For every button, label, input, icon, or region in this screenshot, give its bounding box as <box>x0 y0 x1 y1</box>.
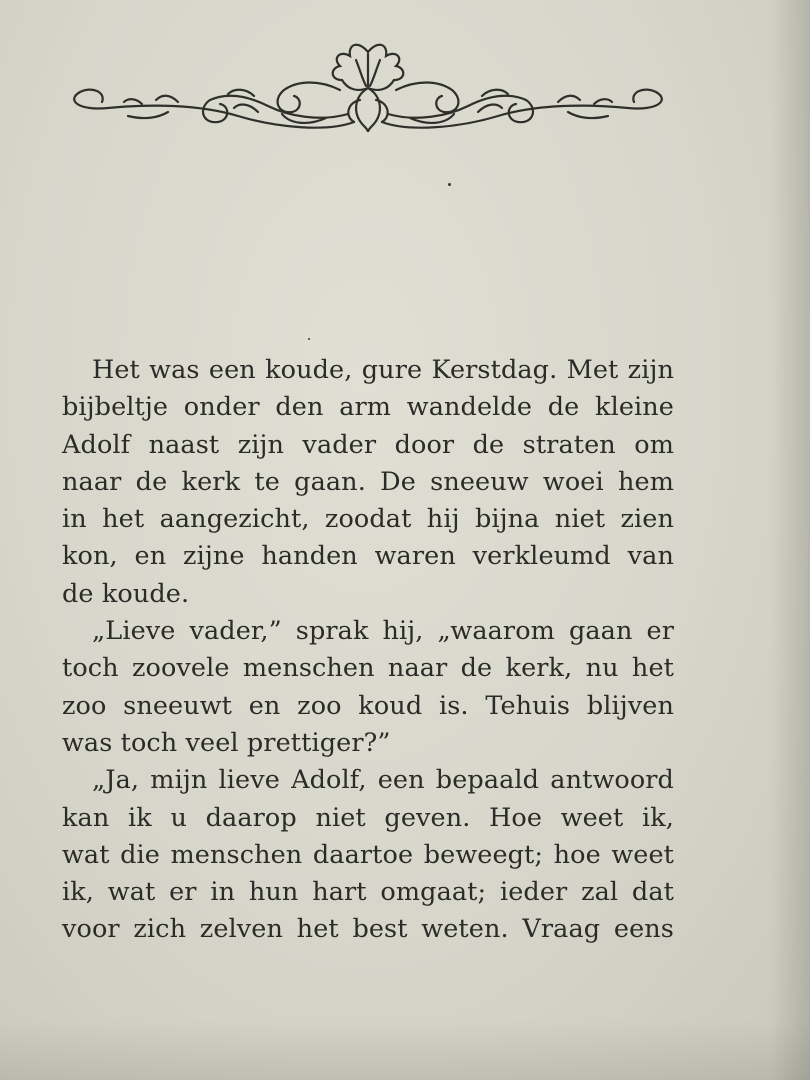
text-line: in het aangezicht, zoodat hij bijna niet zien <box>62 504 674 535</box>
text-line: bijbeltje onder den arm wandelde de kleine <box>62 392 674 423</box>
text-line: „Lieve vader,” sprak hij, „waarom gaan er <box>92 616 674 647</box>
story-text <box>62 352 674 949</box>
text-line: kon, en zijne handen waren verkleumd van <box>62 541 674 572</box>
page-bottom-shadow <box>0 1020 810 1080</box>
text-line: de koude. <box>62 578 190 609</box>
text-line: „Ja, mijn lieve Adolf, een bepaald antwoord <box>92 765 674 796</box>
text-line: kan ik u daarop niet geven. Hoe weet ik, <box>62 802 674 833</box>
text-line: toch zoovele menschen naar de kerk, nu het <box>62 653 674 684</box>
text-line: zoo sneeuwt en zoo koud is. Tehuis blijven <box>62 690 674 721</box>
text-line: ik, wat er in hun hart omgaat; ieder zal dat <box>62 877 674 908</box>
text-line: was toch veel prettiger?” <box>62 727 391 758</box>
text-line: voor zich zelven het best weten. Vraag eens <box>62 914 674 945</box>
scroll-flourish-headpiece-icon <box>58 30 678 140</box>
page-edge-shadow <box>770 0 810 1080</box>
text-line: naar de kerk te gaan. De sneeuw woei hem <box>62 466 674 497</box>
text-line: wat die menschen daartoe beweegt; hoe weet <box>62 839 674 870</box>
text-line: Adolf naast zijn vader door de straten om <box>62 429 674 460</box>
ink-speck <box>448 183 451 186</box>
text-line: Het was een koude, gure Kerstdag. Met zijn <box>92 355 674 385</box>
ink-speck <box>308 338 310 340</box>
